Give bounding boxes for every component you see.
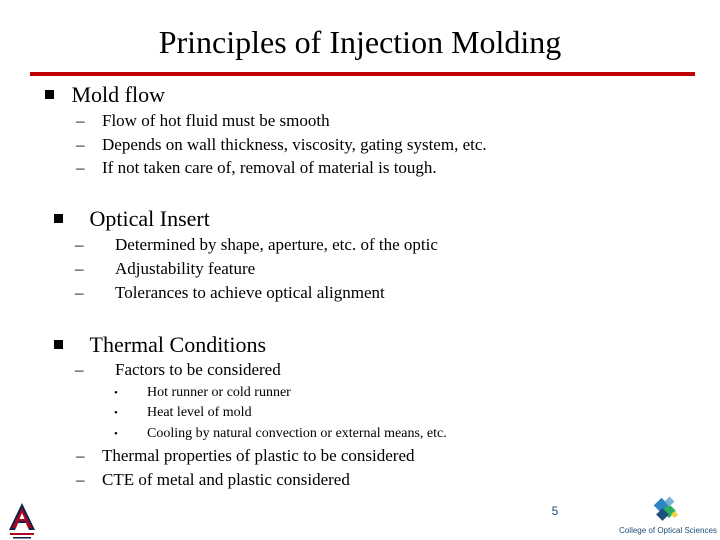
list-item-text: Determined by shape, aperture, etc. of the optic [115,235,438,254]
sub-list-item-text: Cooling by natural convection or external means, etc. [147,426,447,441]
list-item [76,445,415,467]
list-item-text: Tolerances to achieve optical alignment [115,283,385,302]
dash-bullet: – [75,360,84,379]
list-item [76,110,330,132]
dot-bullet: • [114,407,118,419]
square-bullet-icon [45,90,54,99]
sub-list-item-text: Heat level of mold [147,405,252,420]
sub-list-item [114,425,447,443]
list-item [75,359,281,381]
list-item-text: Depends on wall thickness, viscosity, gating system, etc. [102,135,487,154]
dash-bullet: – [76,470,85,489]
college-name: College of Optical Sciences [619,526,717,535]
college-emblem-icon [618,496,718,526]
slide-title: Principles of Injection Molding [158,24,562,60]
section-heading: Optical Insert [89,206,210,231]
section-heading: Thermal Conditions [89,332,267,357]
dash-bullet: – [75,235,84,254]
list-item [76,469,350,491]
sub-list-item-text: Hot runner or cold runner [147,385,291,400]
title-divider [30,72,695,76]
dot-bullet: • [114,428,118,440]
square-bullet-icon [54,340,63,349]
sub-list-item [114,384,291,402]
dash-bullet: – [75,283,84,302]
college-logo [618,496,718,540]
list-item [75,282,385,304]
dash-bullet: – [76,158,85,177]
section-heading: Mold flow [71,82,165,107]
list-item [75,234,438,256]
section-optical-insert [54,206,210,232]
list-item-text: Adjustability feature [115,259,256,278]
list-item [76,157,437,179]
section-mold-flow [45,82,165,108]
square-bullet-icon [54,214,63,223]
list-item-text: CTE of metal and plastic considered [102,470,350,489]
dash-bullet: – [76,135,85,154]
list-item [75,258,256,280]
sub-list-item [114,404,252,422]
list-item-text: Flow of hot fluid must be smooth [102,111,330,130]
dash-bullet: – [76,446,85,465]
page-number: 5 [551,504,559,518]
dash-bullet: – [75,259,84,278]
section-thermal-conditions [54,332,266,358]
list-item [76,134,487,156]
dot-bullet: • [114,387,118,399]
list-item-text: Thermal properties of plastic to be considered [102,446,415,465]
list-item-text: Factors to be considered [115,360,281,379]
list-item-text: If not taken care of, removal of material is tough. [102,158,437,177]
dash-bullet: – [76,111,85,130]
university-logo-icon [4,500,40,540]
